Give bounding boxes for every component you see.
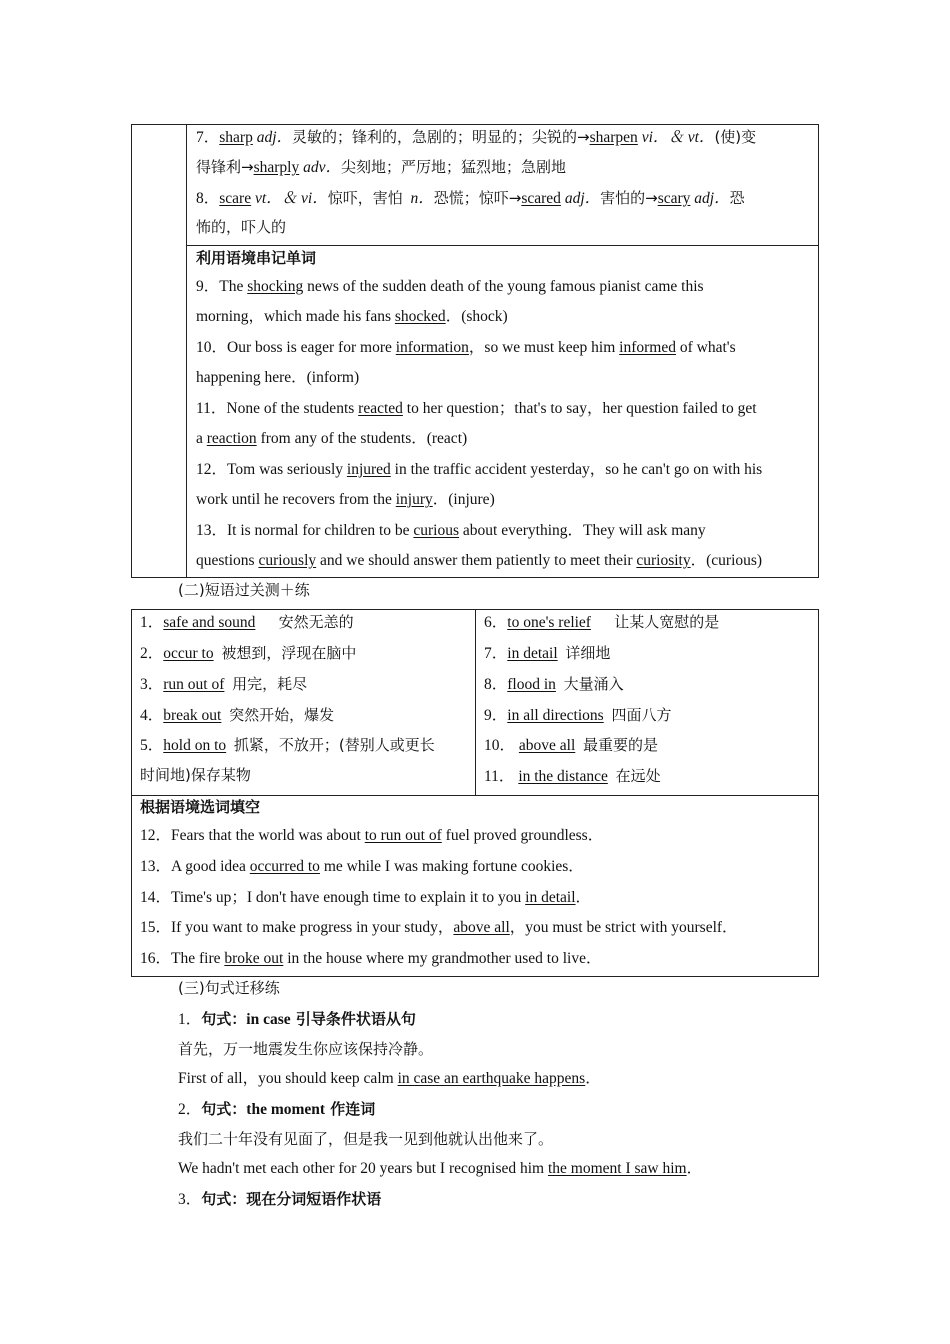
vocab-item-7-line2: 得锋利→sharply adv．尖刻地；严厉地；猛烈地；急剧地 [196, 158, 566, 176]
pattern-2-heading: 2．句式：the moment 作连词 [178, 1100, 376, 1118]
phrase-item: 6．to one's relief 让某人宽慰的是 [484, 613, 720, 631]
phrase-table [131, 609, 819, 977]
vocab-item-7-line1: 7．sharp adj．灵敏的；锋利的，急剧的；明显的；尖锐的→sharpen vi．＆ vt．(使)变 [196, 128, 757, 146]
fill-sentence: 12．Fears that the world was about to run out of fuel proved groundless． [140, 827, 604, 844]
pattern-1-heading: 1．句式：in case 引导条件状语从句 [178, 1010, 416, 1028]
sentence-9-line1: 9．The shocking news of the sudden death of the young famous pianist came this [196, 278, 704, 295]
sentence-12-line2: work until he recovers from the injury．(injure) [196, 491, 495, 508]
vocab-item-8-line1: 8．scare vt．＆ vi．惊吓，害怕 n．恐慌；惊吓→scared adj．害怕的→scary adj．恐 [196, 189, 745, 207]
fill-sentence: 14．Time's up；I don't have enough time to explain it to you in detail． [140, 889, 592, 906]
phrase-item: 7．in detail 详细地 [484, 644, 611, 662]
section-2-title: (二)短语过关测＋练 [178, 581, 310, 599]
sentence-13-line1: 13．It is normal for children to be curious about everything．They will ask many [196, 522, 706, 539]
pattern-2-chinese: 我们二十年没有见面了，但是我一见到他就认出他来了。 [178, 1130, 554, 1148]
vocab-table [131, 124, 819, 578]
pattern-3-heading: 3．句式：现在分词短语作状语 [178, 1190, 382, 1208]
sentence-10-line2: happening here．(inform) [196, 369, 360, 386]
phrase-item: 11． in the distance 在远处 [484, 767, 661, 785]
sentence-12-line1: 12．Tom was seriously injured in the traffic accident yesterday，so he can't go on with his [196, 461, 763, 478]
sentence-11-line1: 11．None of the students reacted to her question；that's to say，her question failed to get [196, 400, 757, 417]
phrase-item: 10． above all 最重要的是 [484, 736, 659, 754]
vocab-table-divider [187, 245, 818, 246]
phrase-table-column-divider [475, 610, 476, 795]
fill-heading: 根据语境选词填空 [140, 798, 261, 816]
phrase-item: 4．break out 突然开始，爆发 [140, 706, 335, 724]
vocab-table-left-column [132, 125, 187, 577]
sentence-11-line2: a reaction from any of the students．(react) [196, 430, 468, 447]
pattern-1-english: First of all，you should keep calm in case an earthquake happens． [178, 1070, 601, 1087]
phrase-item: 3．run out of 用完，耗尽 [140, 675, 308, 693]
phrase-item: 9．in all directions 四面八方 [484, 706, 672, 724]
phrase-item: 8．flood in 大量涌入 [484, 675, 624, 693]
sentence-10-line1: 10．Our boss is eager for more information，so we must keep him informed of what's [196, 339, 736, 356]
pattern-1-chinese: 首先，万一地震发生你应该保持冷静。 [178, 1040, 434, 1058]
phrase-item: 5．hold on to 抓紧，不放开；(替别人或更长 [140, 736, 435, 754]
context-heading: 利用语境串记单词 [196, 249, 317, 267]
sentence-9-line2: morning，which made his fans shocked．(shock) [196, 308, 508, 325]
phrase-item: 1．safe and sound 安然无恙的 [140, 613, 354, 631]
phrase-item: 2．occur to 被想到，浮现在脑中 [140, 644, 357, 662]
vocab-item-8-line2: 怖的，吓人的 [196, 218, 287, 236]
fill-sentence: 15．If you want to make progress in your study，above all，you must be strict with yourself． [140, 919, 738, 936]
phrase-table-row-divider [132, 795, 818, 796]
fill-sentence: 16．The fire broke out in the house where my grandmother used to live． [140, 950, 602, 967]
fill-sentence: 13．A good idea occurred to me while I was making fortune cookies． [140, 858, 584, 875]
pattern-2-english: We hadn't met each other for 20 years but I recognised him the moment I saw him． [178, 1160, 703, 1177]
phrase-item-continued: 时间地)保存某物 [140, 766, 251, 784]
sentence-13-line2: questions curiously and we should answer them patiently to meet their curiosity．(curious) [196, 552, 763, 569]
section-3-title: (三)句式迁移练 [178, 979, 280, 997]
